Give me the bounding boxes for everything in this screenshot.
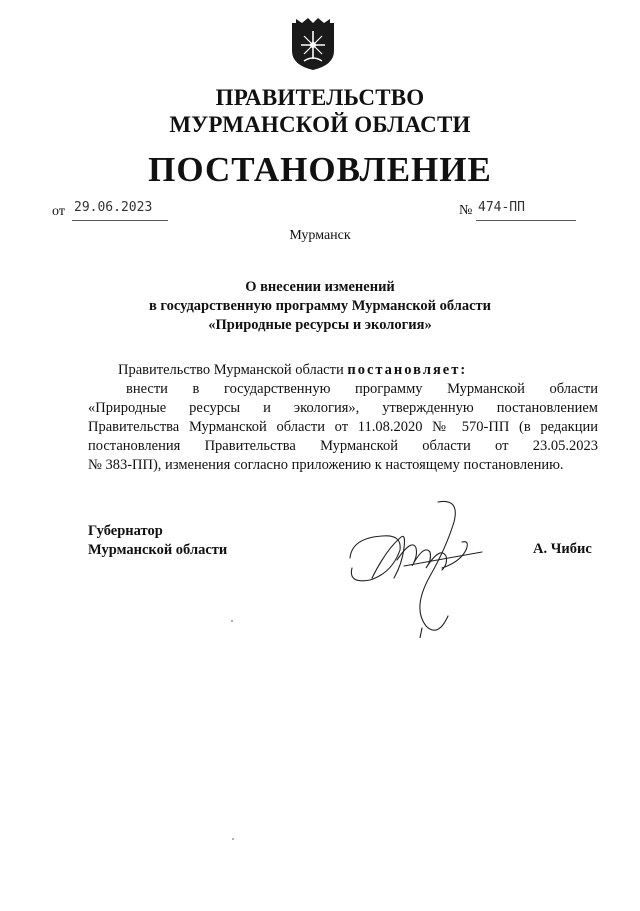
subject-line-3: «Природные ресурсы и экология» bbox=[208, 317, 432, 333]
org-line-1: ПРАВИТЕЛЬСТВО bbox=[215, 85, 425, 110]
organization-name bbox=[0, 84, 640, 138]
document-date: 29.06.2023 bbox=[72, 196, 168, 221]
city-name: Мурманск bbox=[289, 228, 351, 243]
document-body bbox=[88, 361, 598, 475]
document-type-title: ПОСТАНОВЛЕНИЕ bbox=[148, 150, 492, 189]
scan-speck bbox=[232, 838, 234, 840]
position-line-2: Мурманской области bbox=[88, 542, 228, 558]
position-line-1: Губернатор bbox=[88, 523, 163, 539]
body-line-3: «Природные ресурсы и экология», утвержденную постановлением bbox=[88, 400, 598, 416]
scan-speck bbox=[231, 620, 233, 622]
document-number: 474-ПП bbox=[476, 196, 576, 221]
body-line-5: постановления Правительства Мурманской области от 23.05.2023 bbox=[88, 438, 598, 454]
document-subject bbox=[0, 278, 640, 335]
signer-name: А. Чибис bbox=[533, 541, 592, 557]
coat-of-arms-icon bbox=[290, 15, 336, 71]
body-line-6: № 383-ПП), изменения согласно приложению к настоящему постановлению. bbox=[88, 457, 564, 473]
signer-position bbox=[88, 522, 227, 560]
org-line-2: МУРМАНСКОЙ ОБЛАСТИ bbox=[169, 112, 471, 137]
number-label: № bbox=[459, 203, 473, 218]
body-line-2: внести в государственную программу Мурманской области bbox=[126, 381, 598, 397]
date-label: от bbox=[52, 204, 65, 219]
decree-word: постановляет: bbox=[347, 362, 468, 378]
intro-text: Правительство Мурманской области bbox=[118, 362, 348, 378]
subject-line-1: О внесении изменений bbox=[245, 279, 395, 295]
handwritten-signature-icon bbox=[342, 498, 502, 638]
body-line-4: Правительства Мурманской области от 11.08.2020 № 570-ПП (в редакции bbox=[88, 419, 598, 435]
body-intro bbox=[88, 361, 598, 380]
subject-line-2: в государственную программу Мурманской области bbox=[148, 298, 492, 314]
